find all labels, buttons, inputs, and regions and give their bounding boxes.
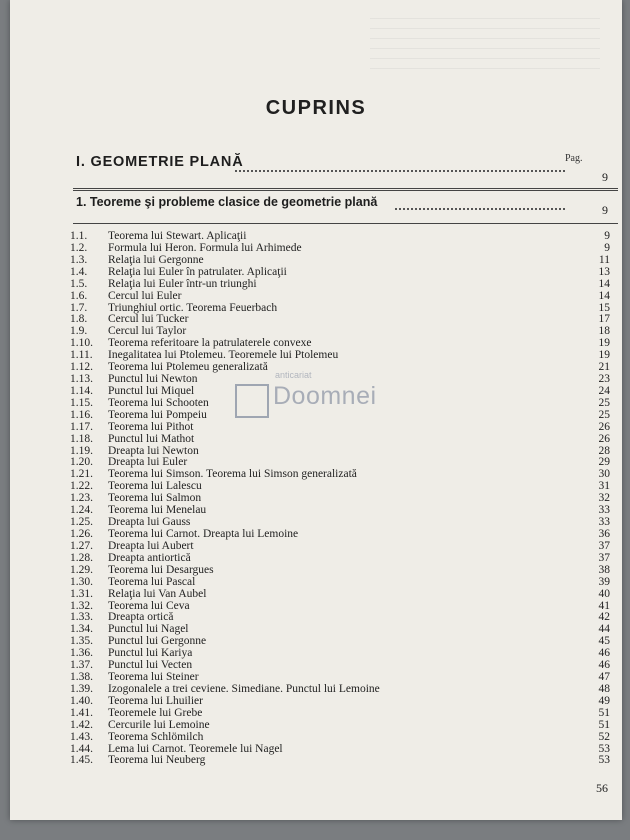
entry-title: Teorema lui Pithot — [108, 420, 194, 433]
entry-number: 1.17. — [70, 420, 93, 433]
toc-entry — [70, 266, 610, 278]
entry-title: Dreapta ortică — [108, 611, 174, 624]
toc-entry — [70, 552, 610, 564]
entry-title: Relaţia lui Euler în patrulater. Aplicaţii — [108, 265, 287, 278]
document-page — [10, 0, 622, 820]
page-title: CUPRINS — [265, 97, 367, 119]
entry-title: Relaţia lui Van Aubel — [108, 587, 207, 600]
toc-entry — [70, 516, 610, 528]
entry-page-number: 39 — [598, 575, 610, 588]
toc-entry — [70, 719, 610, 731]
entry-number: 1.32. — [70, 599, 93, 612]
entry-title: Dreapta lui Gauss — [108, 516, 191, 529]
toc-entry — [70, 611, 610, 623]
entry-page-number: 53 — [598, 742, 610, 755]
toc-entry — [70, 254, 610, 266]
chapter-divider — [73, 223, 618, 224]
entry-number: 1.35. — [70, 635, 93, 648]
watermark-logo-icon — [235, 384, 269, 418]
entry-page-number: 15 — [598, 301, 610, 314]
entry-page-number: 32 — [598, 492, 610, 505]
toc-entry — [70, 695, 610, 707]
watermark-text: Doomnei — [273, 382, 377, 410]
toc-entry — [70, 647, 610, 659]
toc-entry — [70, 278, 610, 290]
entry-number: 1.7. — [70, 301, 88, 314]
entry-number: 1.21. — [70, 468, 93, 481]
entry-page-number: 38 — [598, 563, 610, 576]
entry-number: 1.15. — [70, 396, 93, 409]
entry-title: Teoremele lui Grebe — [108, 706, 203, 719]
entry-title: Cercul lui Euler — [108, 289, 182, 302]
last-page-number: 56 — [596, 781, 608, 795]
entry-page-number: 31 — [598, 480, 610, 493]
entry-title: Teorema Schlömilch — [108, 730, 204, 743]
entry-title: Inegalitatea lui Ptolemeu. Teoremele lui Ptolemeu — [108, 349, 339, 362]
entry-number: 1.14. — [70, 384, 93, 397]
entry-number: 1.45. — [70, 754, 93, 767]
entry-title: Punctul lui Nagel — [108, 623, 189, 636]
entry-number: 1.6. — [70, 289, 88, 302]
entry-page-number: 26 — [598, 420, 610, 433]
entry-number: 1.39. — [70, 682, 93, 695]
entry-page-number: 42 — [598, 611, 610, 624]
entry-title: Relaţia lui Euler într-un triunghi — [108, 277, 257, 290]
entry-page-number: 30 — [598, 468, 610, 481]
toc-entry — [70, 576, 610, 588]
entry-page-number: 26 — [598, 432, 610, 445]
toc-entry — [70, 659, 610, 671]
entry-number: 1.13. — [70, 373, 93, 386]
entry-page-number: 53 — [598, 754, 610, 767]
entry-title: Lema lui Carnot. Teoremele lui Nagel — [108, 742, 283, 755]
entry-number: 1.30. — [70, 575, 93, 588]
entry-title: Relaţia lui Gergonne — [108, 253, 204, 266]
entry-title: Teorema lui Menelau — [108, 504, 207, 517]
entry-number: 1.38. — [70, 671, 93, 684]
entry-page-number: 51 — [598, 706, 610, 719]
entry-number: 1.9. — [70, 325, 88, 338]
entry-page-number: 52 — [598, 730, 610, 743]
entry-title: Teorema lui Ceva — [108, 599, 190, 612]
toc-entry — [70, 349, 610, 361]
toc-entry — [70, 313, 610, 325]
toc-entry — [70, 600, 610, 612]
entry-number: 1.8. — [70, 313, 88, 326]
entry-number: 1.31. — [70, 587, 93, 600]
entry-title: Dreapta lui Aubert — [108, 539, 194, 552]
entry-title: Teorema lui Simson. Teorema lui Simson generalizată — [108, 468, 357, 481]
toc-entry — [70, 588, 610, 600]
entry-title: Teorema lui Stewart. Aplicaţii — [108, 230, 247, 242]
entry-title: Teorema lui Schooten — [108, 396, 209, 409]
entry-title: Punctul lui Kariya — [108, 647, 193, 660]
entry-page-number: 29 — [598, 456, 610, 469]
entry-page-number: 47 — [598, 671, 610, 684]
bleed-through-marks — [370, 18, 600, 78]
entry-number: 1.28. — [70, 551, 93, 564]
toc-entry — [70, 707, 610, 719]
entry-page-number: 17 — [598, 313, 610, 326]
entry-title: Punctul lui Mathot — [108, 432, 195, 445]
entry-number: 1.19. — [70, 444, 93, 457]
entry-page-number: 45 — [598, 635, 610, 648]
entry-number: 1.27. — [70, 539, 93, 552]
entry-title: Punctul lui Vecten — [108, 659, 193, 672]
entry-number: 1.10. — [70, 337, 93, 350]
toc-entry — [70, 242, 610, 254]
toc-entry — [70, 731, 610, 743]
entry-title: Dreapta antiortică — [108, 551, 191, 564]
entry-number: 1.29. — [70, 563, 93, 576]
entry-page-number: 18 — [598, 325, 610, 338]
entry-title: Teorema lui Steiner — [108, 671, 199, 684]
toc-entry — [70, 230, 610, 242]
chapter-heading: 1. Teoreme şi probleme clasice de geometrie plană — [76, 195, 378, 209]
entry-title: Dreapta lui Euler — [108, 456, 188, 469]
entry-number: 1.41. — [70, 706, 93, 719]
entry-number: 1.4. — [70, 265, 88, 278]
entry-title: Cercul lui Taylor — [108, 325, 187, 338]
toc-entry — [70, 623, 610, 635]
entry-page-number: 25 — [598, 408, 610, 421]
entry-number: 1.22. — [70, 480, 93, 493]
toc-entry — [70, 564, 610, 576]
chapter-leader-dots — [395, 208, 565, 210]
entry-number: 1.42. — [70, 718, 93, 731]
entry-page-number: 37 — [598, 551, 610, 564]
part-page-number: 9 — [602, 170, 608, 184]
chapter-page-number: 9 — [602, 203, 608, 217]
toc-entry — [70, 325, 610, 337]
entry-number: 1.20. — [70, 456, 93, 469]
entry-page-number: 48 — [598, 682, 610, 695]
toc-entry — [70, 540, 610, 552]
entry-number: 1.34. — [70, 623, 93, 636]
entry-page-number: 51 — [598, 718, 610, 731]
entry-number: 1.2. — [70, 241, 88, 254]
entry-page-number: 14 — [598, 289, 610, 302]
entry-page-number: 23 — [598, 373, 610, 386]
toc-entry — [70, 302, 610, 314]
entry-page-number: 46 — [598, 659, 610, 672]
entry-title: Teorema lui Lhuilier — [108, 694, 203, 707]
entry-page-number: 41 — [598, 599, 610, 612]
entry-number: 1.12. — [70, 361, 93, 374]
toc-entry — [70, 635, 610, 647]
page-column-label: Pag. — [565, 153, 583, 164]
watermark — [235, 366, 425, 440]
watermark-subtext: anticariat — [275, 370, 312, 380]
entry-title: Triunghiul ortic. Teorema Feuerbach — [108, 301, 278, 314]
toc-entry — [70, 492, 610, 504]
entry-title: Izogonalele a trei ceviene. Simediane. Punctul lui Lemoine — [108, 682, 380, 695]
entry-title: Teorema lui Neuberg — [108, 754, 206, 767]
entry-page-number: 9 — [604, 230, 610, 242]
toc-entry — [70, 337, 610, 349]
entry-title: Punctul lui Gergonne — [108, 635, 207, 648]
entry-page-number: 14 — [598, 277, 610, 290]
entry-number: 1.16. — [70, 408, 93, 421]
entry-page-number: 28 — [598, 444, 610, 457]
entry-page-number: 13 — [598, 265, 610, 278]
entry-number: 1.26. — [70, 528, 93, 540]
toc-entry — [70, 754, 610, 766]
entry-title: Teorema referitoare la patrulaterele convexe — [108, 337, 312, 350]
entry-page-number: 19 — [598, 337, 610, 350]
entry-title: Teorema lui Pascal — [108, 575, 196, 588]
entry-number: 1.18. — [70, 432, 93, 445]
entry-title: Punctul lui Newton — [108, 373, 198, 386]
entry-number: 1.23. — [70, 492, 93, 505]
entry-page-number: 19 — [598, 349, 610, 362]
entry-number: 1.36. — [70, 647, 93, 660]
entry-page-number: 49 — [598, 694, 610, 707]
entry-number: 1.5. — [70, 277, 88, 290]
entry-number: 1.44. — [70, 742, 93, 755]
toc-entry — [70, 445, 610, 457]
toc-entry — [70, 504, 610, 516]
entry-title: Teorema lui Desargues — [108, 563, 214, 576]
entry-title: Dreapta lui Newton — [108, 444, 199, 457]
entry-page-number: 33 — [598, 516, 610, 529]
entry-title: Cercurile lui Lemoine — [108, 718, 210, 731]
entry-title: Teorema lui Pompeiu — [108, 408, 207, 421]
toc-entry — [70, 671, 610, 683]
toc-entry — [70, 480, 610, 492]
entry-page-number: 33 — [598, 504, 610, 517]
entry-title: Punctul lui Miquel — [108, 384, 195, 397]
entry-number: 1.37. — [70, 659, 93, 672]
toc-entry — [70, 456, 610, 468]
entry-number: 1.33. — [70, 611, 93, 624]
entry-title: Teorema lui Carnot. Dreapta lui Lemoine — [108, 528, 299, 540]
entry-number: 1.24. — [70, 504, 93, 517]
toc-entry — [70, 290, 610, 302]
entry-page-number: 36 — [598, 528, 610, 540]
toc-entry — [70, 683, 610, 695]
entry-page-number: 24 — [598, 384, 610, 397]
entry-page-number: 11 — [598, 253, 610, 266]
entry-number: 1.43. — [70, 730, 93, 743]
entry-page-number: 37 — [598, 539, 610, 552]
toc-entry — [70, 468, 610, 480]
entry-title: Cercul lui Tucker — [108, 313, 189, 326]
entry-page-number: 44 — [598, 623, 610, 636]
entry-title: Teorema lui Lalescu — [108, 480, 202, 493]
part-divider — [73, 188, 618, 191]
entry-page-number: 9 — [604, 241, 610, 254]
entry-page-number: 40 — [598, 587, 610, 600]
entry-number: 1.11. — [70, 349, 93, 362]
entry-number: 1.3. — [70, 253, 88, 266]
part-leader-dots — [235, 170, 565, 172]
entry-page-number: 46 — [598, 647, 610, 660]
entry-title: Teorema lui Salmon — [108, 492, 202, 505]
part-heading: I. GEOMETRIE PLANĂ — [76, 154, 244, 170]
entry-page-number: 21 — [598, 361, 610, 374]
entry-number: 1.40. — [70, 694, 93, 707]
entry-page-number: 25 — [598, 396, 610, 409]
entry-number: 1.25. — [70, 516, 93, 529]
toc-entry — [70, 528, 610, 540]
entry-title: Formula lui Heron. Formula lui Arhimede — [108, 241, 302, 254]
toc-entry — [70, 743, 610, 755]
entry-number: 1.1. — [70, 230, 88, 242]
entry-title: Teorema lui Ptolemeu generalizată — [108, 361, 268, 374]
